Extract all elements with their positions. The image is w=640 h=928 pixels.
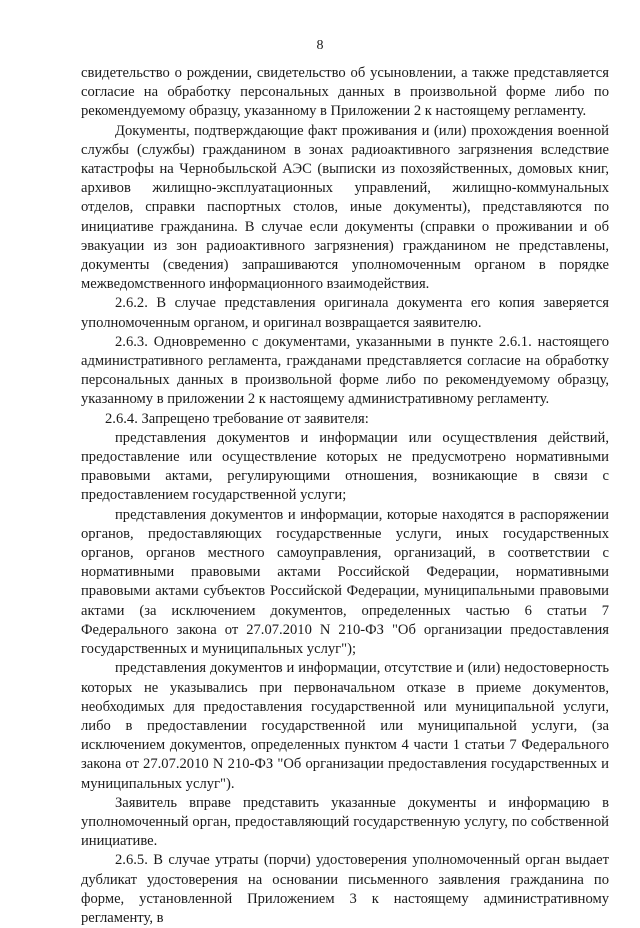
page-number: 8 (316, 38, 324, 53)
list-item-prohibition-3: представления документов и информации, отсутствие и (или) недостоверность которых не указывались при первоначальном отказе в приеме документов, необходимых для предоставления государственной или муниципальной услуги, либо в предоставлении государственной или муниципальной услуги, (за исключением документов, определенных пунктом 4 части 1 статьи 7 Федерального закона от 27.07.2010 N 210-ФЗ "Об организации предоставления государственных и муниципальных услуг"). (81, 660, 609, 792)
paragraph-applicant-right: Заявитель вправе представить указанные документы и информацию в уполномоченный орган, предоставляющий государственную услугу, по собственной инициативе. (81, 794, 609, 850)
paragraph-continuation: свидетельство о рождении, свидетельство об усыновлении, а также представляется согласие на обработку персональных данных в произвольной форме либо по рекомендуемому образцу, указанному в Приложении 2 к настоящему регламенту. (81, 65, 609, 120)
list-item-prohibition-2: представления документов и информации, которые находятся в распоряжении органов, предоставляющих государственные услуги, иных государственных органов, органов местного самоуправления, организаций, в соответствии с нормативными правовыми актами Российской Федерации, нормативными правовыми актами субъектов Российской Федерации, муниципальными правовыми актами (за исключением документов, определенных частью 6 статьи 7 Федерального закона от 27.07.2010 N 210-ФЗ "Об организации предоставления государственных и муниципальных услуг"); (81, 506, 609, 658)
list-item-prohibition-1: представления документов и информации или осуществления действий, предоставление или осуществление которых не предусмотрено нормативными правовыми актами, регулирующими отношения, возникающие в связи с предоставлением государственной услуги; (81, 429, 609, 504)
paragraph-2-6-2: 2.6.2. В случае представления оригинала документа его копия заверяется уполномоченным органом, и оригинал возвращается заявителю. (81, 295, 609, 331)
paragraph-residence-documents: Документы, подтверждающие факт проживания и (или) прохождения военной службы (службы) гражданином в зонах радиоактивного загрязнения вследствие катастрофы на Чернобыльской АЭС (выписки из похозяйственных, домовых книг, архивов жилищно-эксплуатационных управлений, жилищно-коммунальных отделов, справки паспортных столов, иные документы), представляются по инициативе гражданина. В случае если документы (справки о проживании и об эвакуации из зон радиоактивного загрязнения) гражданином не представлены, документы (сведения) запрашиваются уполномоченным органом в порядке межведомственного информационного взаимодействия. (81, 122, 609, 293)
paragraph-2-6-5: 2.6.5. В случае утраты (порчи) удостоверения уполномоченный орган выдает дубликат удостоверения на основании письменного заявления гражданина по форме, установленной Приложением 3 к настоящему административному регламенту, в (81, 852, 609, 926)
document-body (81, 64, 609, 928)
paragraph-2-6-3: 2.6.3. Одновременно с документами, указанными в пункте 2.6.1. настоящего административного регламента, гражданами представляется согласие на обработку персональных данных в произвольной форме либо по рекомендуемому образцу, указанному в приложении 2 к настоящему административному регламенту. (81, 333, 609, 408)
paragraph-2-6-4: 2.6.4. Запрещено требование от заявителя: (105, 410, 369, 427)
